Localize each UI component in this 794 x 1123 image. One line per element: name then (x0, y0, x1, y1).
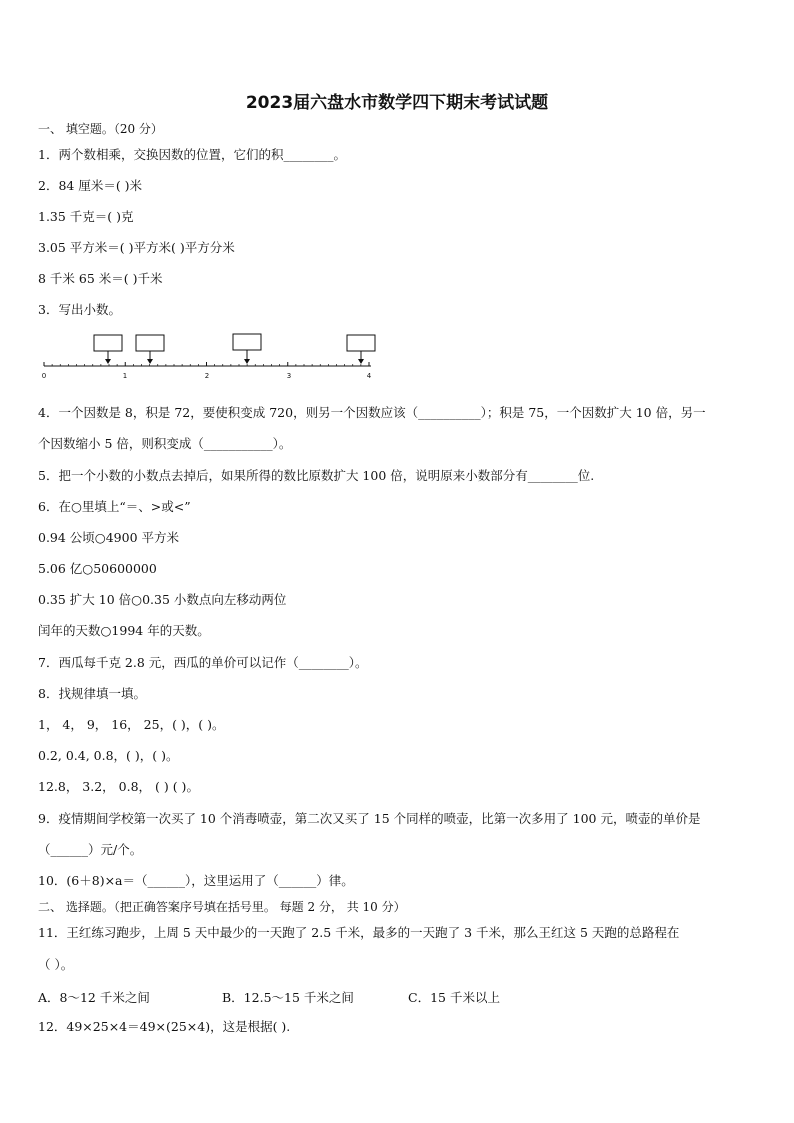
option-c: C．15 千米以上 (408, 990, 500, 1005)
question-3: 3．写出小数。 (38, 302, 121, 317)
question-8-line-3: 0.2, 0.4, 0.8，( )，( )。 (38, 748, 179, 763)
question-4-line-1: 4．一个因数是 8，积是 72，要使积变成 720，则另一个因数应该（__________）；积是 75，一个因数扩大 10 倍，另一 (38, 405, 706, 420)
answer-box-3 (233, 334, 261, 364)
section-heading-fill-in: 一、 填空题。（20 分） (38, 122, 163, 136)
answer-box-2 (136, 335, 164, 364)
question-11-line-1: 11．王红练习跑步，上周 5 天中最少的一天跑了 2.5 千米，最多的一天跑了 3 千米，那么王红这 5 天跑的总路程在 (38, 925, 680, 940)
question-6-line-2: 0.94 公顷○4900 平方米 (38, 530, 179, 545)
question-6-line-3: 5.06 亿○50600000 (38, 561, 157, 576)
question-1: 1．两个数相乘，交换因数的位置，它们的积________。 (38, 147, 346, 162)
page-title: 2023届六盘水市数学四下期末考试试题 (245, 93, 549, 113)
question-8-line-2: 1， 4， 9， 16， 25，( )，( )。 (38, 717, 225, 732)
question-10: 10．(6＋8)×a＝（______），这里运用了（______）律。 (38, 873, 354, 888)
question-12: 12．49×25×4＝49×(25×4)，这是根据( ). (38, 1019, 291, 1034)
tick-label-4: 4 (366, 372, 372, 380)
question-8-line-4: 12.8， 3.2， 0.8， ( ) ( )。 (38, 779, 199, 794)
question-2-line-4: 8 千米 65 米＝( )千米 (38, 271, 163, 286)
number-line-ticks (44, 362, 369, 366)
question-7: 7．西瓜每千克 2.8 元，西瓜的单价可以记作（________）。 (38, 655, 368, 670)
answer-box-4 (347, 335, 375, 364)
option-a: A．8～12 千米之间 (38, 990, 150, 1005)
question-9-line-2: （______）元/个。 (38, 842, 143, 857)
question-6-line-4: 0.35 扩大 10 倍○0.35 小数点向左移动两位 (38, 592, 287, 607)
question-4-line-2: 个因数缩小 5 倍，则积变成（___________）。 (38, 436, 292, 451)
option-b: B．12.5～15 千米之间 (222, 990, 354, 1005)
tick-label-3: 3 (286, 372, 292, 380)
tick-label-2: 2 (204, 372, 210, 380)
tick-label-1: 1 (122, 372, 128, 380)
question-8-line-1: 8．找规律填一填。 (38, 686, 146, 701)
number-line-figure (38, 330, 378, 382)
question-11-line-2: （ ）。 (38, 957, 74, 972)
answer-box-1 (94, 335, 122, 364)
tick-label-0: 0 (41, 372, 47, 380)
question-9-line-1: 9．疫情期间学校第一次买了 10 个消毒喷壶，第二次又买了 15 个同样的喷壶，比第一次多用了 100 元，喷壶的单价是 (38, 811, 701, 826)
question-5: 5．把一个小数的小数点去掉后，如果所得的数比原数扩大 100 倍，说明原来小数部分有________位. (38, 468, 595, 483)
question-2-line-2: 1.35 千克＝( )克 (38, 209, 134, 224)
section-heading-choice: 二、 选择题。（把正确答案序号填在括号里。 每题 2 分， 共 10 分） (38, 900, 406, 914)
question-2-line-3: 3.05 平方米＝( )平方米( )平方分米 (38, 240, 235, 255)
question-6-line-5: 闰年的天数○1994 年的天数。 (38, 623, 210, 638)
question-6-line-1: 6．在○里填上“＝、>或<” (38, 499, 191, 514)
question-2-line-1: 2．84 厘米＝( )米 (38, 178, 143, 193)
